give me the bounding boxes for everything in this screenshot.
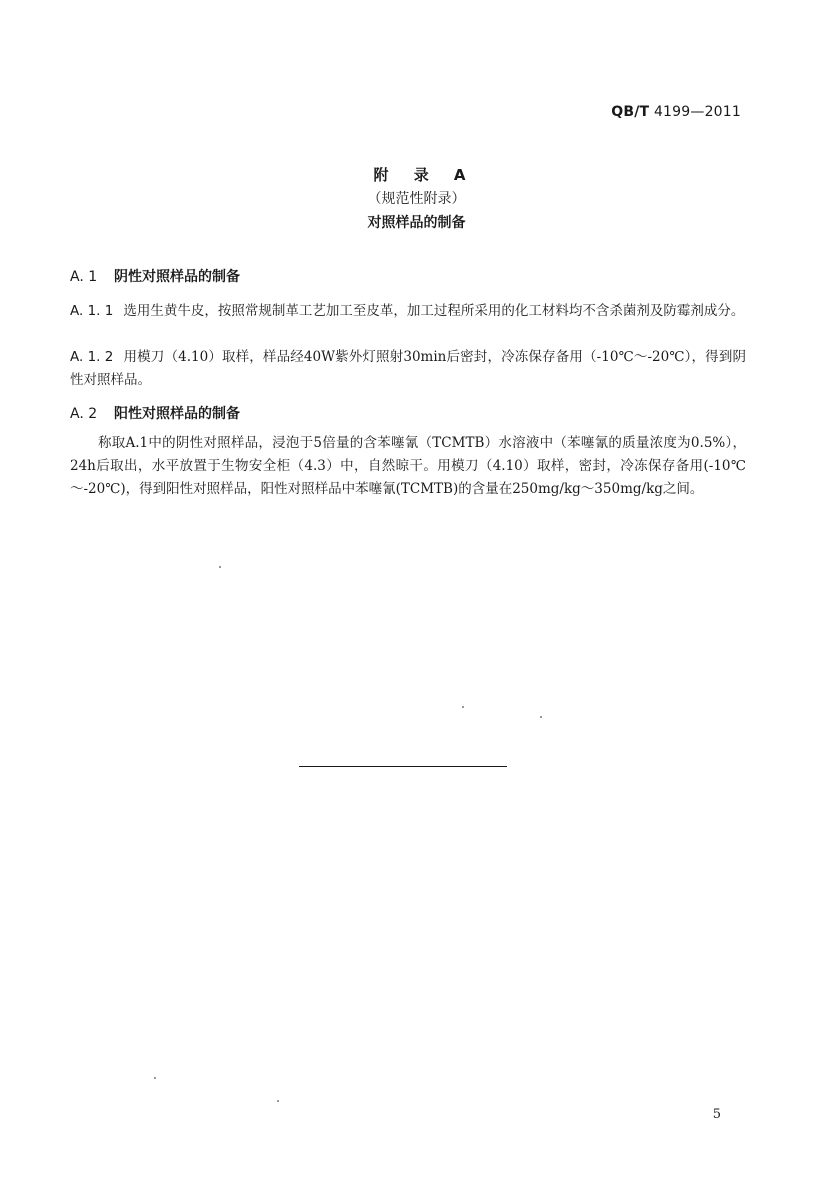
clause-a11-number: A. 1. 1 <box>70 303 114 319</box>
annex-title: 附 录 A <box>373 166 476 184</box>
annex-type: （规范性附录） <box>367 191 466 207</box>
annex-subject: 对照样品的制备 <box>367 215 466 231</box>
standard-code-number: 4199—2011 <box>653 104 741 120</box>
section-a2-number: A. 2 <box>70 406 98 422</box>
scan-speck <box>154 1077 156 1079</box>
page-number: 5 <box>712 1107 721 1122</box>
section-a1-title: 阴性对照样品的制备 <box>114 269 240 285</box>
clause-a11 <box>70 300 746 323</box>
clause-a11-text: 选用生黄牛皮，按照常规制革工艺加工至皮革，加工过程所采用的化工材料均不含杀菌剂及防霉剂成分。 <box>123 303 745 319</box>
section-a1-number: A. 1 <box>70 269 98 285</box>
scan-speck <box>540 716 542 718</box>
scan-speck <box>277 1100 279 1102</box>
section-a2-title: 阳性对照样品的制备 <box>114 406 240 422</box>
section-a1-heading <box>70 266 240 286</box>
end-of-annex-rule <box>299 766 507 767</box>
clause-a12-text: 用模刀（4.10）取样，样品经40W紫外灯照射30min后密封，冷冻保存备用（-10℃～-20℃），得到阴性对照样品。 <box>70 349 746 388</box>
standard-code <box>611 104 741 120</box>
clause-a12-number: A. 1. 2 <box>70 349 114 365</box>
section-a2-heading <box>70 403 240 423</box>
standard-code-prefix: QB/T <box>611 104 650 120</box>
scan-speck <box>462 706 464 708</box>
clause-a12 <box>70 346 746 392</box>
section-a2-paragraph: 称取A.1中的阴性对照样品，浸泡于5倍量的含苯噻氰（TCMTB）水溶液中（苯噻氰的质量浓度为0.5%），24h后取出，水平放置于生物安全柜（4.3）中，自然晾干。用模刀（4.10）取样，密封，冷冻保存备用(-10℃～-20℃)，得到阳性对照样品，阳性对照样品中苯噻氰(TCMTB)的含量在250mg/kg～350mg/kg之间。 <box>70 435 746 497</box>
scan-speck <box>219 566 221 568</box>
